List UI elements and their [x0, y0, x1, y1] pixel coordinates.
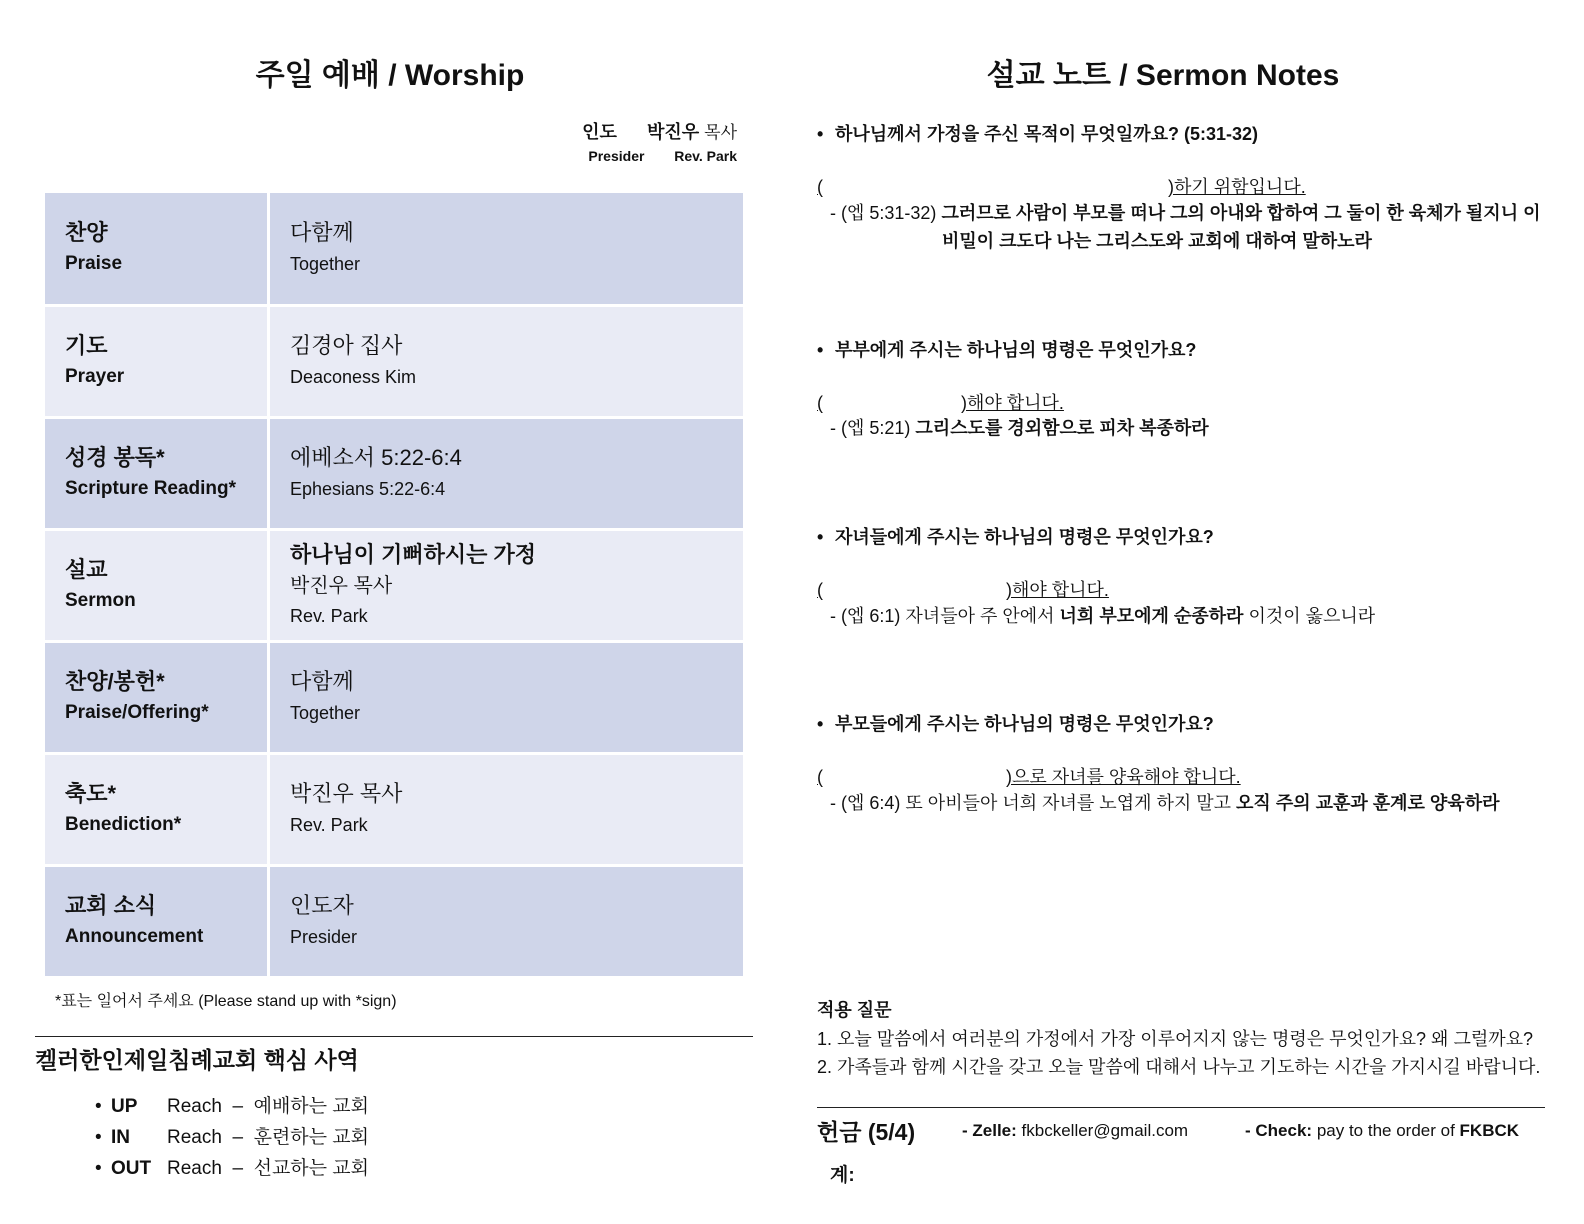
verse-bold: 오직 주의 교훈과 훈계로 양육하라: [1236, 793, 1500, 813]
answer-blank[interactable]: [817, 763, 1241, 789]
divider: [35, 1036, 753, 1037]
order-value: [269, 865, 744, 977]
blank-close: )해야 합니다.: [961, 393, 1064, 413]
order-item: [45, 529, 269, 641]
answer-blank[interactable]: [817, 576, 1109, 602]
ministry-item: [95, 1091, 369, 1118]
order-value-en: Deaconess Kim: [290, 367, 417, 387]
question-text: 부부에게 주시는 하나님의 명령은 무엇인가요?: [835, 340, 1197, 360]
verse-ref: - (엡 5:31-32): [830, 203, 937, 223]
order-row: [45, 641, 743, 753]
presider-en: [588, 148, 737, 164]
ministry-title: 켈러한인제일침례교회 핵심 사역: [35, 1047, 359, 1073]
order-row: [45, 529, 743, 641]
order-row: [45, 753, 743, 865]
verse-bold: 그리스도를 경외함으로 피차 복종하라: [915, 418, 1209, 438]
question: [817, 120, 1258, 146]
worship-order-table: [45, 193, 743, 979]
blank-open: (: [817, 580, 823, 600]
verse: [830, 602, 1375, 630]
bullet-icon: •: [817, 527, 824, 547]
offering-total-label: 계:: [830, 1165, 855, 1186]
order-value: [269, 193, 744, 305]
order-item: [45, 193, 269, 305]
order-value-ko: 다함께: [290, 220, 354, 246]
sermon-notes-title: 설교 노트 / Sermon Notes: [986, 59, 1340, 92]
order-row: [45, 417, 743, 529]
check-payee: FKBCK: [1459, 1121, 1520, 1140]
order-item-en: Benediction*: [65, 814, 182, 835]
order-value-ko: 다함께: [290, 669, 354, 694]
order-item-en: Praise: [65, 253, 123, 275]
sermon-title: 하나님이 기뻐하시는 가정: [290, 542, 536, 567]
bullet-icon: •: [95, 1096, 102, 1117]
order-item: [45, 865, 269, 977]
presider-name-ko: 박진우: [646, 122, 700, 142]
divider: [817, 1107, 1545, 1108]
check-info: [1245, 1121, 1519, 1141]
ministry-key: UP: [111, 1096, 138, 1117]
worship-title: 주일 예배 / Worship: [255, 59, 525, 92]
presider-role-en: Presider: [588, 148, 645, 164]
question: [817, 336, 1196, 362]
verse-ref: - (엡 6:1): [830, 606, 901, 626]
order-item-ko: 찬양/봉헌*: [65, 669, 165, 694]
order-item: [45, 641, 269, 753]
order-item-ko: 축도*: [65, 781, 117, 806]
blank-close: )으로 자녀를 양육해야 합니다.: [1006, 767, 1241, 787]
zelle-info: [962, 1121, 1188, 1141]
verse-plain: 또 아비들아 너희 자녀를 노엽게 하지 말고: [905, 793, 1232, 813]
verse-ref: - (엡 6:4): [830, 793, 901, 813]
order-value: [269, 417, 744, 529]
verse-plain: 자녀들아 주 안에서: [905, 606, 1055, 626]
order-value-en: Together: [290, 254, 361, 275]
blank-open: (: [817, 767, 823, 787]
order-item-ko: 기도: [65, 333, 108, 358]
order-value-en: Ephesians 5:22-6:4: [290, 479, 446, 499]
order-value-ko: 에베소서 5:22-6:4: [290, 445, 462, 470]
ministry-text: Reach – 예배하는 교회: [167, 1096, 370, 1117]
blank-close: )해야 합니다.: [1006, 580, 1109, 600]
check-label: - Check:: [1245, 1121, 1313, 1140]
ministry-key: IN: [111, 1127, 130, 1148]
question: [817, 523, 1214, 549]
order-item-en: Sermon: [65, 590, 136, 611]
verse-bold: 그러므로 사람이 부모를 떠나 그의 아내와 합하여 그 둘이 한 육체가 될지니 이: [941, 203, 1541, 223]
order-item-ko: 교회 소식: [65, 893, 157, 918]
zelle-label: - Zelle:: [962, 1121, 1017, 1140]
check-value: pay to the order of: [1316, 1121, 1455, 1140]
bullet-icon: •: [817, 714, 824, 734]
offering-title: 헌금 (5/4): [817, 1119, 916, 1145]
order-item-ko: 찬양: [65, 220, 108, 246]
blank-open: (: [817, 393, 823, 413]
question-text: 자녀들에게 주시는 하나님의 명령은 무엇인가요?: [835, 527, 1214, 547]
verse: [830, 199, 1540, 227]
blank-close: )하기 위함입니다.: [1168, 177, 1306, 197]
order-value: [269, 305, 744, 417]
stand-note: *표는 일어서 주세요 (Please stand up with *sign): [55, 993, 397, 1010]
order-row: [45, 305, 743, 417]
presider-title-ko: 목사: [704, 123, 737, 142]
presider-role-ko: 인도: [582, 122, 617, 142]
ministry-text: Reach – 훈련하는 교회: [167, 1127, 370, 1148]
bullet-icon: •: [95, 1158, 102, 1179]
bullet-icon: •: [95, 1127, 102, 1148]
order-value: [269, 529, 744, 641]
order-item-en: Praise/Offering*: [65, 702, 209, 723]
presider-ko: [582, 118, 737, 144]
verse-line2: [942, 227, 1372, 255]
order-row: [45, 865, 743, 977]
bullet-icon: •: [817, 124, 824, 144]
ministry-key: OUT: [111, 1158, 152, 1179]
order-value-ko: 박진우 목사: [290, 575, 393, 597]
order-item: [45, 417, 269, 529]
order-row: [45, 193, 743, 305]
order-item-en: Prayer: [65, 366, 125, 387]
ministry-item: [95, 1122, 369, 1149]
verse-bold: 너희 부모에게 순종하라: [1059, 606, 1244, 626]
order-value-ko: 김경아 집사: [290, 333, 403, 358]
question: [817, 710, 1214, 736]
zelle-value: fkbckeller@gmail.com: [1021, 1121, 1189, 1140]
answer-blank[interactable]: [817, 389, 1064, 415]
order-value: [269, 753, 744, 865]
apply-item: 2. 가족들과 함께 시간을 갖고 오늘 말씀에 대해서 나누고 기도하는 시간을 가지시길 바랍니다.: [817, 1057, 1541, 1077]
question-text: 부모들에게 주시는 하나님의 명령은 무엇인가요?: [835, 714, 1214, 734]
question-text: 하나님께서 가정을 주신 목적이 무엇일까요? (5:31-32): [835, 124, 1259, 144]
verse-ref: - (엡 5:21): [830, 418, 911, 438]
order-item: [45, 305, 269, 417]
presider-name-en: Rev. Park: [674, 148, 737, 164]
verse: [830, 414, 1209, 442]
answer-blank[interactable]: [817, 173, 1306, 199]
apply-item: 1. 오늘 말씀에서 여러분의 가정에서 가장 이루어지지 않는 명령은 무엇인가요? 왜 그럴까요?: [817, 1029, 1534, 1049]
order-item-ko: 성경 봉독*: [65, 445, 165, 470]
verse: [830, 789, 1499, 817]
verse-tail: 이것이 옳으니라: [1248, 606, 1376, 626]
order-item: [45, 753, 269, 865]
order-value-en: Rev. Park: [290, 606, 368, 626]
order-item-en: Announcement: [65, 926, 204, 947]
apply-title: 적용 질문: [817, 1000, 892, 1020]
ministry-text: Reach – 선교하는 교회: [167, 1158, 370, 1179]
order-value-ko: 박진우 목사: [290, 781, 403, 806]
blank-open: (: [817, 177, 823, 197]
order-item-en: Scripture Reading*: [65, 478, 237, 499]
order-value-en: Rev. Park: [290, 815, 368, 835]
verse-bold-line2: 비밀이 크도다 나는 그리스도와 교회에 대하여 말하노라: [942, 231, 1372, 251]
order-item-ko: 설교: [65, 557, 108, 582]
bullet-icon: •: [817, 340, 824, 360]
order-value: [269, 641, 744, 753]
order-value-ko: 인도자: [290, 893, 354, 918]
order-value-en: Together: [290, 703, 361, 723]
ministry-item: [95, 1153, 369, 1180]
order-value-en: Presider: [290, 927, 358, 947]
